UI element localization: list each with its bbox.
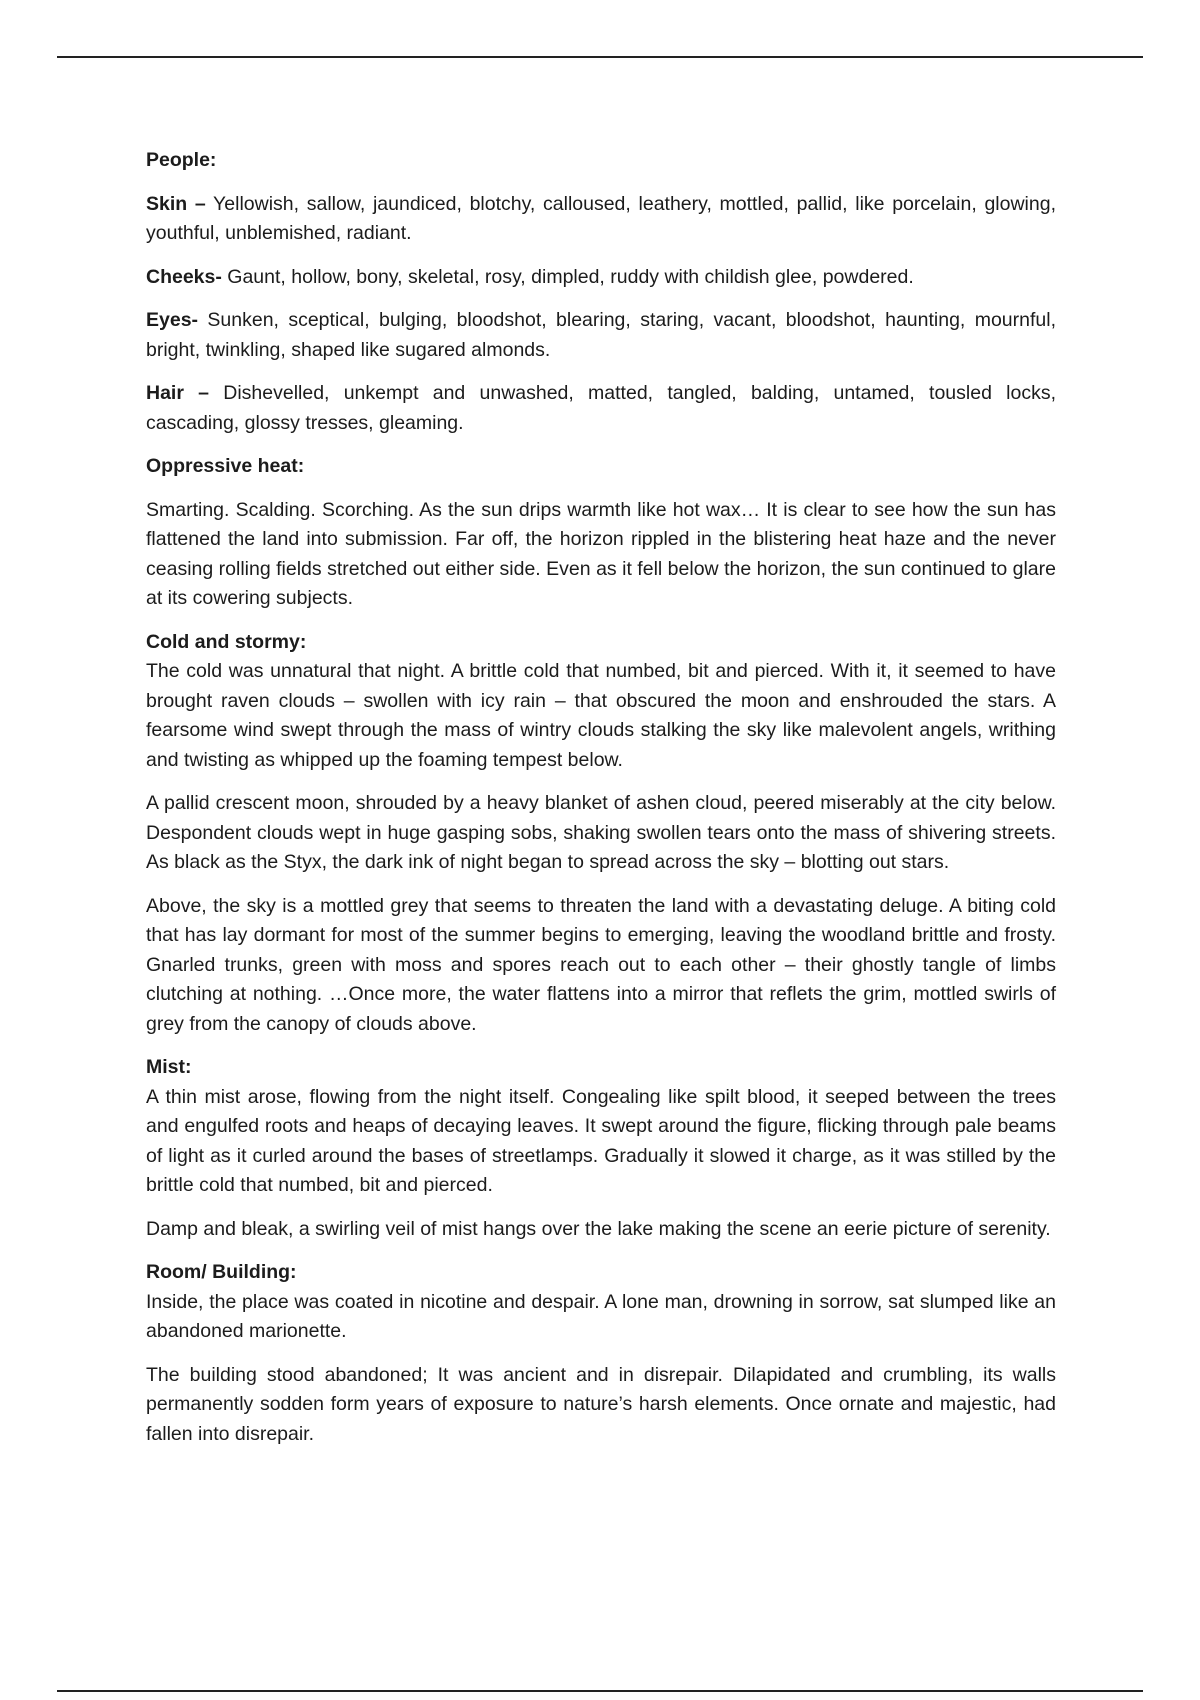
people-heading: People: bbox=[146, 149, 217, 171]
skin-label: Skin – bbox=[146, 192, 206, 215]
header-rule bbox=[57, 56, 1143, 58]
document-body bbox=[146, 146, 1056, 1463]
cold-stormy-heading: Cold and stormy: bbox=[146, 630, 307, 653]
room-building-paragraph: Inside, the place was coated in nicotine and despair. A lone man, drowning in sorrow, sat slumped like an abandoned marionette. bbox=[146, 1290, 1056, 1342]
room-building-heading: Room/ Building: bbox=[146, 1261, 297, 1283]
cold-stormy-paragraph: The cold was unnatural that night. A brittle cold that numbed, bit and pierced. With it, it seemed to have brought raven clouds – swollen with icy rain – that obscured the moon and enshrouded the stars. A fearsome wind swept through the mass of wintry clouds stalking the sky like malevolent angels, writhing and twisting as whipped up the foaming tempest below. bbox=[146, 660, 1056, 771]
cold-stormy-paragraph: Above, the sky is a mottled grey that seems to threaten the land with a devastating deluge. A biting cold that has lay dormant for most of the summer begins to emerging, leaving the woodland brittle and frosty. Gnarled trunks, green with moss and spores reach out to each other – their ghostly tangle of limbs clutching at nothing. …Once more, the water flattens into a mirror that reflets the grim, mottled swirls of grey from the canopy of clouds above. bbox=[146, 894, 1056, 1035]
hair-text: Dishevelled, unkempt and unwashed, matted, tangled, balding, untamed, tousled locks, cascading, glossy tresses, gleaming. bbox=[146, 382, 1056, 434]
mist-paragraph: A thin mist arose, flowing from the night itself. Congealing like spilt blood, it seeped between the trees and engulfed roots and heaps of decaying leaves. It swept around the figure, flicking through pale beams of light as it curled around the bases of streetlamps. Gradually it slowed it charge, as it was stilled by the brittle cold that numbed, bit and pierced. bbox=[146, 1085, 1056, 1196]
oppressive-heat-heading: Oppressive heat: bbox=[146, 455, 305, 477]
cold-stormy-paragraph: A pallid crescent moon, shrouded by a heavy blanket of ashen cloud, peered miserably at the city below. Despondent clouds wept in huge gasping sobs, shaking swollen tears onto the mass of shivering streets. As black as the Styx, the dark ink of night began to spread across the sky – blotting out stars. bbox=[146, 792, 1056, 873]
mist-heading: Mist: bbox=[146, 1056, 192, 1078]
cheeks-label: Cheeks- bbox=[146, 265, 222, 288]
footer-rule bbox=[57, 1690, 1143, 1692]
eyes-text: Sunken, sceptical, bulging, bloodshot, blearing, staring, vacant, bloodshot, haunting, mournful, bright, twinkling, shaped like sugared almonds. bbox=[146, 309, 1056, 361]
mist-paragraph: Damp and bleak, a swirling veil of mist hangs over the lake making the scene an eerie picture of serenity. bbox=[146, 1217, 1051, 1240]
skin-text: Yellowish, sallow, jaundiced, blotchy, calloused, leathery, mottled, pallid, like porcelain, glowing, youthful, unblemished, radiant. bbox=[146, 192, 1056, 244]
cheeks-entry bbox=[146, 263, 1056, 293]
hair-label: Hair – bbox=[146, 382, 210, 404]
skin-entry bbox=[146, 190, 1056, 249]
cheeks-text: Gaunt, hollow, bony, skeletal, rosy, dimpled, ruddy with childish glee, powdered. bbox=[221, 265, 914, 288]
eyes-label: Eyes- bbox=[146, 309, 199, 331]
hair-entry bbox=[146, 379, 1056, 438]
room-building-paragraph: The building stood abandoned; It was ancient and in disrepair. Dilapidated and crumbling, its walls permanently sodden form years of exposure to nature’s harsh elements. Once ornate and majestic, had fallen into disrepair. bbox=[146, 1363, 1056, 1445]
oppressive-heat-paragraph: Smarting. Scalding. Scorching. As the sun drips warmth like hot wax… It is clear to see how the sun has flattened the land into submission. Far off, the horizon rippled in the blistering heat haze and the never ceasing rolling fields stretched out either side. Even as it fell below the horizon, the sun continued to glare at its cowering subjects. bbox=[146, 498, 1056, 609]
eyes-entry bbox=[146, 306, 1056, 365]
